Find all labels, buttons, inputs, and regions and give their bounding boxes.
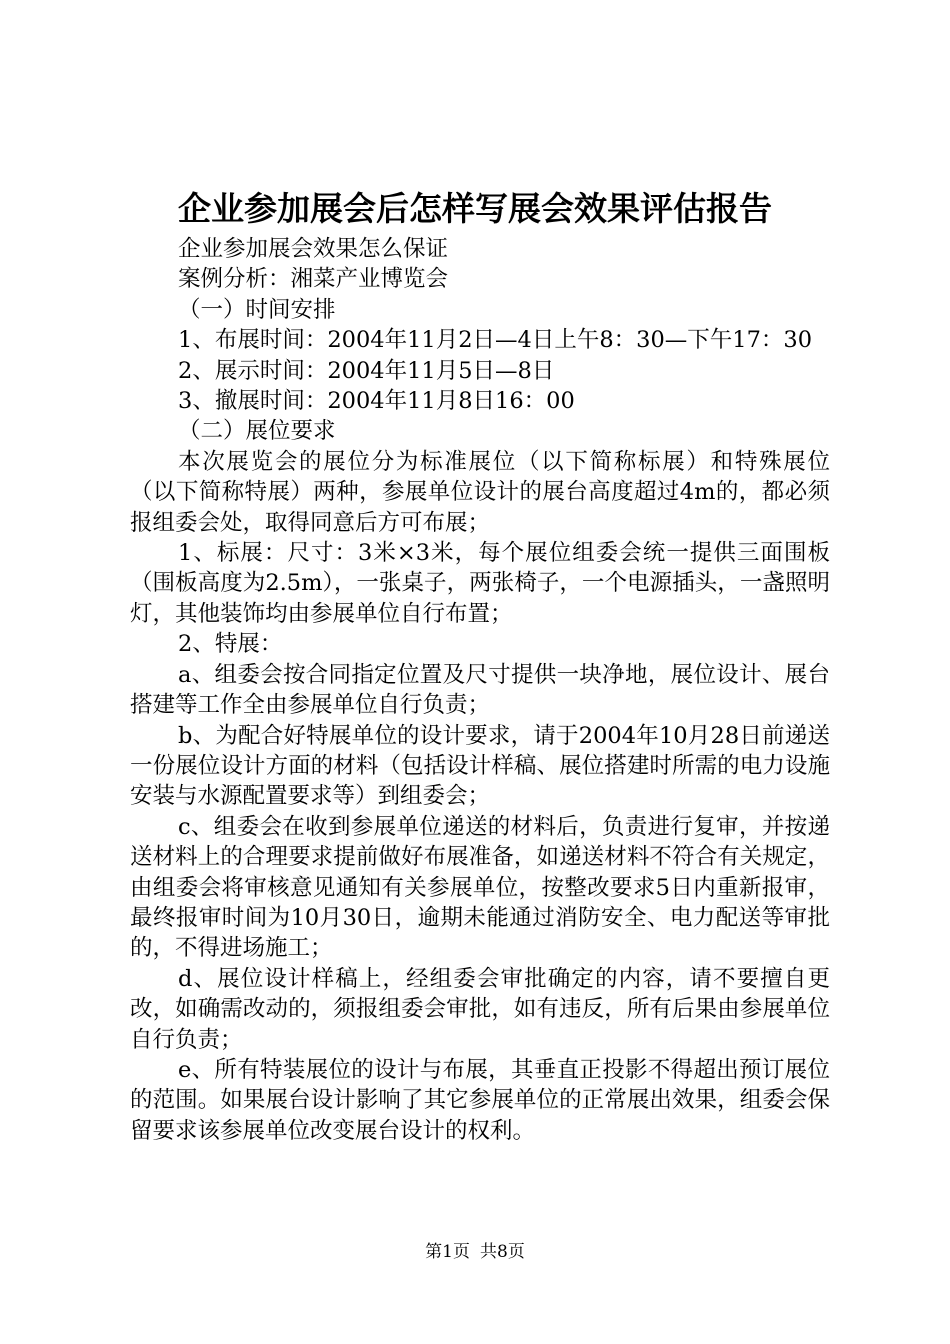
paragraph: 1、布展时间：2004年11月2日—4日上午8：30—下午17：30 [178,327,813,354]
paragraph: 1、标展：尺寸：3米×3米，每个展位组委会统一提供三面围板（围板高度为2.5m），一张桌子，两张椅子，一个电源插头，一盏照明灯，其他装饰均由参展单位自行布置； [130,540,830,627]
document-body [130,234,830,1146]
document-title: 企业参加展会后怎样写展会效果评估报告 [178,189,772,228]
paragraph: b、为配合好特展单位的设计要求，请于2004年10月28日前递送一份展位设计方面的材料（包括设计样稿、展位搭建时所需的电力设施安装与水源配置要求等）到组委会； [130,722,830,810]
paragraph: 案例分析：湘菜产业博览会 [178,266,449,293]
paragraph: c、组委会在收到参展单位递送的材料后，负责进行复审，并按递送材料上的合理要求提前做好布展准备，如递送材料不符合有关规定，由组委会将审核意见通知有关参展单位，按整改要求5日内重新报审，最终报审时间为10月30日，逾期未能通过消防安全、电力配送等审批的，不得进场施工； [130,813,830,962]
section-heading: （二）展位要求 [178,418,336,445]
paragraph: 本次展览会的展位分为标准展位（以下简称标展）和特殊展位（以下简称特展）两种，参展单位设计的展台高度超过4m的，都必须报组委会处，取得同意后方可布展； [130,448,830,536]
page-footer [0,1240,950,1264]
paragraph: a、组委会按合同指定位置及尺寸提供一块净地，展位设计、展台搭建等工作全由参展单位自行负责； [130,661,830,719]
paragraph: 2、展示时间：2004年11月5日—8日 [178,357,555,384]
paragraph: 2、特展： [178,631,283,658]
paragraph: 企业参加展会效果怎么保证 [178,236,449,262]
paragraph: 3、撤展时间：2004年11月8日16：00 [178,388,575,415]
paragraph: e、所有特装展位的设计与布展，其垂直正投影不得超出预订展位的范围。如果展台设计影响了其它参展单位的正常展出效果，组委会保留要求该参展单位改变展台设计的权利。 [130,1056,830,1144]
page-total: 共8页 [480,1242,525,1262]
page-number: 第1页 [425,1242,470,1262]
paragraph: d、展位设计样稿上，经组委会审批确定的内容，请不要擅自更改，如确需改动的，须报组委会审批，如有违反，所有后果由参展单位自行负责； [130,965,830,1053]
section-heading: （一）时间安排 [178,296,336,323]
